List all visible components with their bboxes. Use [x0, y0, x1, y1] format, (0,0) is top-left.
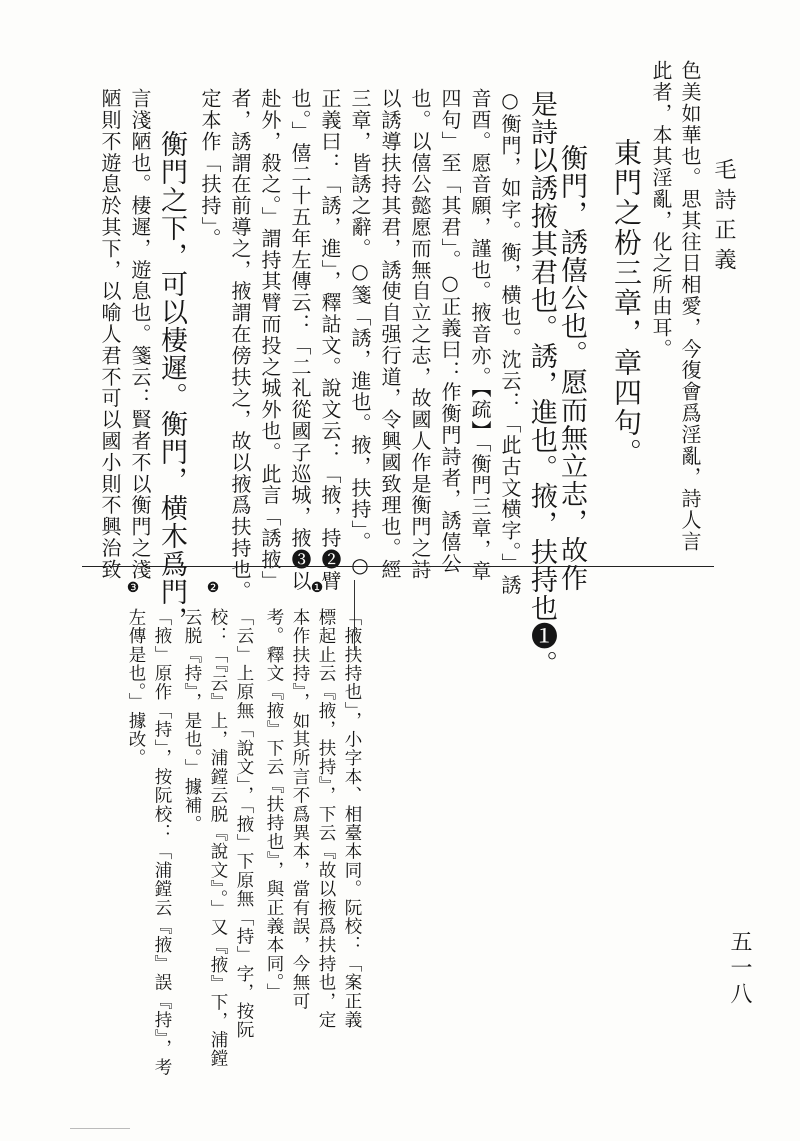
running-title: 毛詩正義 [711, 158, 736, 278]
main-column: 此者，本其淫亂，化之所由耳。 [649, 60, 673, 360]
note-marker: ❶ [309, 580, 325, 598]
note-line: 云脱『持』，是也。」據補。 [182, 608, 202, 834]
note-line: 本作扶持』，如其所言不爲異本，當有誤，今無可 [290, 608, 310, 1011]
note-line: 左傳是也。」據改。 [126, 608, 146, 768]
text-notes-divider [82, 566, 714, 567]
main-column: 色美如華也。思其往日相愛，今復會爲淫亂，詩人言 [678, 60, 702, 553]
main-column: 陋則不遊息於其下，以喻人君不可以國小則不興治致 [98, 88, 122, 581]
note-line: 標起止云『掖，扶持』，下云『故以掖爲扶持也，定 [316, 608, 336, 1030]
section-heading: 東門之枌三章，章四句。 [610, 138, 643, 468]
note-line: 「掖」原作「持」，按阮校：「浦鏜云『掖』誤『持』，考 [152, 608, 172, 1077]
collation-notes [60, 580, 360, 1080]
main-column: 也。」僖二十五年左傳云：「二礼從國子巡城，掖❸以 [288, 88, 312, 592]
main-column: 四句」至「其君」。○正義曰：作衡門詩者，誘僖公 [438, 88, 462, 575]
main-column: 定本作「扶持」。 [198, 88, 222, 250]
main-column: 者，誘謂在前導之，掖謂在傍扶之，故以掖爲扶持也。 [228, 88, 252, 602]
note-marker: ❸ [125, 580, 141, 598]
note-line: 校：「『云』上，浦鏜云脱『說文』。」又『掖』下，浦鏜 [208, 608, 228, 1068]
main-column: 言淺陋也。棲遲，遊息也。箋云：賢者不以衡門之淺 [128, 88, 152, 581]
note-line: 考。釋文『掖』下云『扶持也』，與正義本同。」 [264, 608, 284, 1002]
main-column: 衡門之下，可以棲遲。衡門，横木爲門， [156, 130, 187, 634]
main-column: 是詩以誘掖其君也。誘，進也。掖，扶持也❶。 [526, 90, 557, 678]
main-column: 衡門，誘僖公也。愿而無立志，故作 [556, 144, 587, 592]
note-marker: ❷ [205, 580, 221, 598]
main-column: 音酉。愿音願，謹也。掖音亦。【疏】「衡門三章，章 [468, 88, 492, 582]
main-column: 也。以僖公懿愿而無自立之志，故國人作是衡門之詩 [408, 88, 432, 581]
main-column: 赴外，殺之。」謂持其臂而投之城外也。此言「誘掖」 [258, 88, 282, 592]
main-text-block [70, 60, 702, 678]
corner-mark [70, 1128, 130, 1129]
main-column: 以誘導扶持其君，誘使自强行道，令興國致理也。經 [378, 88, 402, 581]
note-line: 「掖扶持也」，小字本、相臺本同。阮校：「案正義 [342, 608, 362, 1030]
note-line: 「云」上原無「說文」，「掖」下原無「持」字，按阮 [234, 608, 254, 1040]
page-number: 五一八 [727, 930, 752, 1008]
main-column: ○衡門，如字。衡，横也。沈云：「此古文横字。」誘 [498, 88, 522, 596]
main-column: 正義曰：「誘，進」，釋詁文。說文云：「掖，持❷臂 [318, 88, 342, 592]
main-column: 三章，皆誘之辭。○箋「誘，進也。掖，扶持」。○ [348, 88, 372, 579]
